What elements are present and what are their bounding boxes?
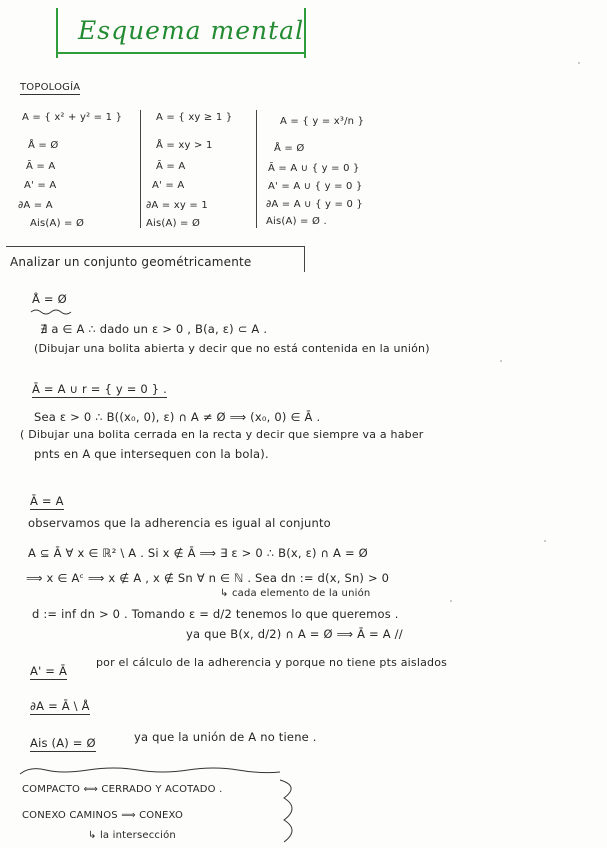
equal-line-6: ya que B(x, d/2) ∩ A = Ø ⟹ Ā = A // [186,627,403,641]
page-speck [578,62,580,64]
page-speck [450,600,452,602]
col2-closure: Ā = A [156,161,186,172]
col2-boundary: ∂A = xy = 1 [146,200,208,211]
col1-closure: Ā = A [26,161,56,172]
col2-interior: Å = xy > 1 [156,140,213,151]
derived-label: A' = Ā [30,664,68,678]
col1-set: A = { x² + y² = 1 } [22,112,123,123]
col2-isolated: Ais(A) = Ø [146,218,201,229]
equal-line-1: observamos que la adherencia es igual al conjunto [28,516,331,530]
column-divider-1 [140,110,141,228]
isolated-text: ya que la unión de A no tiene . [134,730,317,744]
col1-interior: Å = Ø [28,140,59,151]
col3-interior: Å = Ø [274,143,305,154]
equal-line-2: A ⊆ Ā ∀ x ∈ ℝ² \ A . Si x ∉ Ā ⟹ ∃ ε > 0 ∴ B(x, ε) ∩ A = Ø [28,546,368,560]
col2-set: A = { xy ≥ 1 } [156,112,233,123]
equal-line-3: ⟹ x ∈ Aᶜ ⟹ x ∉ A , x ∉ Sn ∀ n ∈ ℕ . Sea dn := d(x, Sn) > 0 [26,571,390,585]
col1-derived: A' = A [24,180,57,191]
closure-heading: Ā = A ∪ r = { y = 0 } . [32,382,168,396]
equal-line-4: ↳ cada elemento de la unión [220,588,371,599]
section-heading: Analizar un conjunto geométricamente [10,255,252,269]
footer-line-1: COMPACTO ⟺ CERRADO Y ACOTADO . [22,784,223,795]
section-rule-top [6,246,304,247]
equal-heading: Ā = A [30,494,64,508]
col1-isolated: Ais(A) = Ø [30,218,85,229]
interior-line-1: ∄ a ∈ A ∴ dado un ε > 0 , B(a, ε) ⊂ A . [40,322,268,336]
interior-heading: Å = Ø [32,292,67,306]
closure-line-1: Sea ε > 0 ∴ B((x₀, 0), ε) ∩ A ≠ Ø ⟹ (x₀, 0) ∈ Ā . [34,410,321,424]
equal-line-5: d := inf dn > 0 . Tomando ε = d/2 tenemos lo que queremos . [32,607,399,621]
closure-line-3: pnts en A que intersequen con la bola). [34,447,269,461]
topology-heading: TOPOLOGÍA [20,82,81,93]
col1-boundary: ∂A = A [18,200,53,211]
isolated-label: Ais (A) = Ø [30,736,96,750]
footer-line-2: CONEXO CAMINOS ⟹ CONEXO [22,810,184,821]
col3-isolated: Ais(A) = Ø . [266,216,327,227]
col3-derived: A' = A ∪ { y = 0 } [268,181,363,192]
page-speck [544,540,546,542]
boundary-label: ∂A = Ā \ Å [30,699,90,713]
footer-line-3: ↳ la intersección [88,830,176,841]
derived-text: por el cálculo de la adherencia y porque no tiene pts aislados [96,656,448,669]
col3-set: A = { y = x³/n } [280,116,365,127]
col3-closure: Ā = A ∪ { y = 0 } [268,163,360,174]
column-divider-2 [256,110,257,228]
col2-derived: A' = A [152,180,185,191]
page-speck [500,360,502,362]
closure-line-2: ( Dibujar una bolita cerrada en la recta y decir que siempre va a haber [20,428,424,441]
section-rule-side [304,246,305,272]
title-underline [56,52,304,54]
col3-boundary: ∂A = A ∪ { y = 0 } [266,199,363,210]
interior-squiggle [30,307,76,315]
interior-line-2: (Dibujar una bolita abierta y decir que no está contenida en la unión) [34,342,430,355]
page-title: Esquema mental [78,16,305,45]
